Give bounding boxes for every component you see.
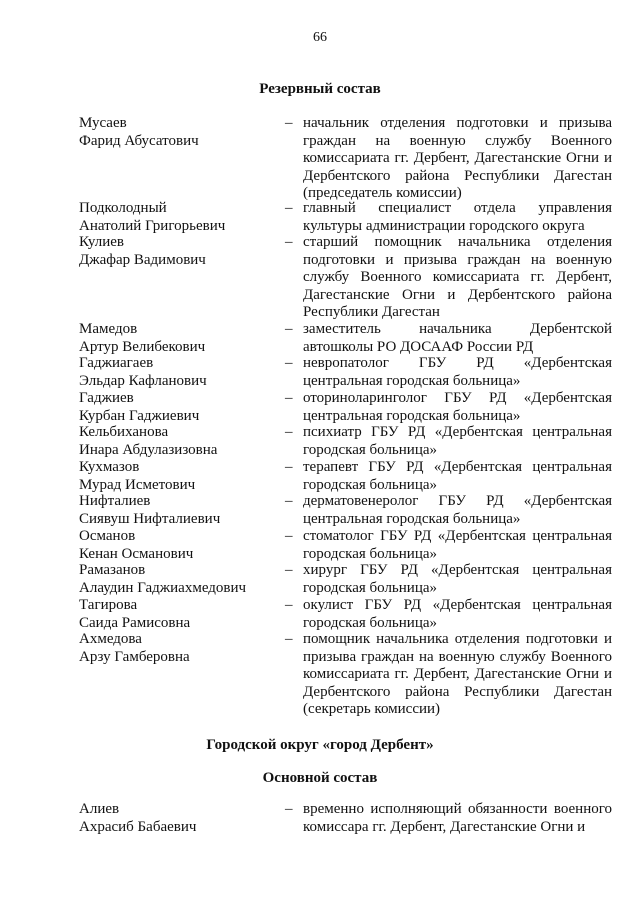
member-role: оториноларинголог ГБУ РД «Дербентская центральная городская больница» — [303, 390, 612, 424]
main-heading: Основной состав — [262, 770, 378, 786]
dash-separator: – — [285, 528, 293, 544]
member-role: дерматовенеролог ГБУ РД «Дербентская центральная городская больница» — [303, 493, 612, 527]
dash-separator: – — [285, 234, 293, 250]
dash-separator: – — [285, 321, 293, 337]
dash-separator: – — [285, 562, 293, 578]
page-number: 66 — [313, 30, 327, 45]
member-name: Тагирова Саида Рамисовна — [79, 597, 191, 631]
dash-separator: – — [285, 355, 293, 371]
dash-separator: – — [285, 597, 293, 613]
member-name: Османов Кенан Османович — [79, 528, 194, 562]
member-name: Гаджиагаев Эльдар Кафланович — [79, 355, 207, 389]
member-role: начальник отделения подготовки и призыва граждан на военную службу Военного комиссариата гг. Дербент, Дагестанские Огни и Дербентского района Республики Дагестан (председатель комиссии) — [303, 115, 612, 202]
member-name: Подколодный Анатолий Григорьевич — [79, 200, 226, 234]
dash-separator: – — [285, 115, 293, 131]
member-role: временно исполняющий обязанности военного комиссара гг. Дербент, Дагестанские Огни и — [303, 801, 612, 835]
member-name: Кельбиханова Инара Абдулазизовна — [79, 424, 218, 458]
member-role: невропатолог ГБУ РД «Дербентская центральная городская больница» — [303, 355, 612, 389]
dash-separator: – — [285, 424, 293, 440]
member-role: заместитель начальника Дербентской автошколы РО ДОСААФ России РД — [303, 321, 612, 355]
dash-separator: – — [285, 390, 293, 406]
dash-separator: – — [285, 631, 293, 647]
member-name: Мусаев Фарид Абусатович — [79, 115, 199, 149]
member-role: терапевт ГБУ РД «Дербентская центральная городская больница» — [303, 459, 612, 493]
district-heading: Городской округ «город Дербент» — [206, 737, 434, 753]
member-name: Мамедов Артур Велибекович — [79, 321, 206, 355]
member-role: помощник начальника отделения подготовки и призыва граждан на военную службу Военного комиссариата гг. Дербент, Дагестанские Огни и Дербентского района Республики Дагестан (секретарь комиссии) — [303, 631, 612, 718]
member-name: Ахмедова Арзу Гамберовна — [79, 631, 190, 665]
member-name: Рамазанов Алаудин Гаджиахмедович — [79, 562, 247, 596]
member-role: психиатр ГБУ РД «Дербентская центральная городская больница» — [303, 424, 612, 458]
member-name: Кухмазов Мурад Исметович — [79, 459, 196, 493]
member-role: главный специалист отдела управления культуры администрации городского округа — [303, 200, 612, 234]
dash-separator: – — [285, 801, 293, 817]
dash-separator: – — [285, 459, 293, 475]
member-name: Нифталиев Сиявуш Нифталиевич — [79, 493, 221, 527]
member-name: Кулиев Джафар Вадимович — [79, 234, 206, 268]
member-role: окулист ГБУ РД «Дербентская центральная городская больница» — [303, 597, 612, 631]
member-role: старший помощник начальника отделения подготовки и призыва граждан на военную службу Военного комиссариата гг. Дербент, Дагестанские Огни и Дербентского района Республики Дагестан — [303, 234, 612, 321]
member-role: стоматолог ГБУ РД «Дербентская центральная городская больница» — [303, 528, 612, 562]
dash-separator: – — [285, 200, 293, 216]
member-role: хирург ГБУ РД «Дербентская центральная городская больница» — [303, 562, 612, 596]
reserve-heading: Резервный состав — [259, 81, 381, 97]
member-name: Алиев Ахрасиб Бабаевич — [79, 801, 197, 835]
dash-separator: – — [285, 493, 293, 509]
member-name: Гаджиев Курбан Гаджиевич — [79, 390, 200, 424]
